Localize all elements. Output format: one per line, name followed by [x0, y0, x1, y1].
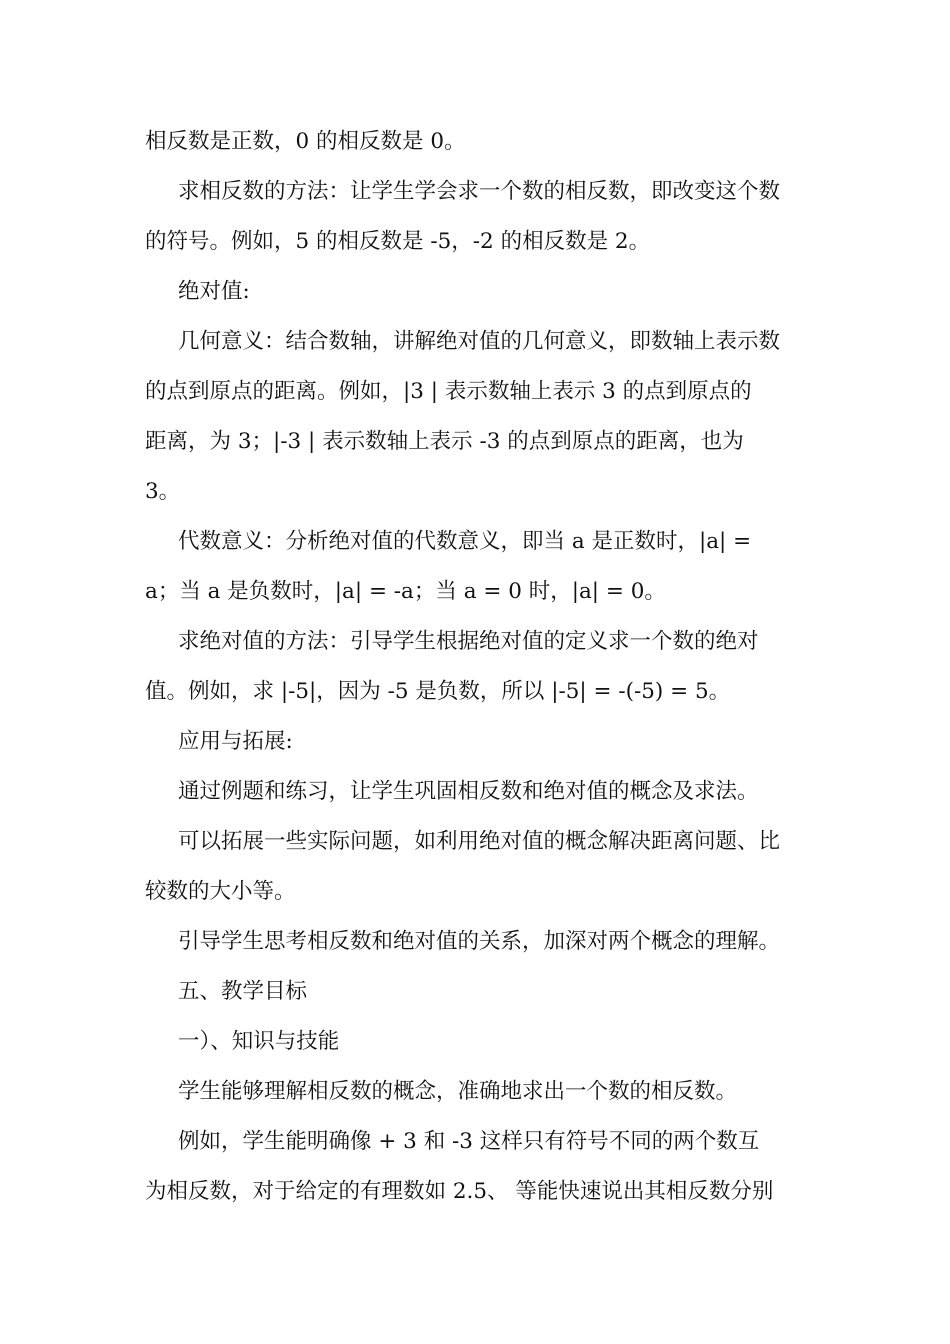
text-line: 求绝对值的方法：引导学生根据绝对值的定义求一个数的绝对 — [178, 629, 759, 654]
text-line: 相反数是正数，0 的相反数是 0。 — [145, 129, 466, 154]
subsection-heading: 一）、知识与技能 — [178, 1029, 340, 1054]
text-line: 可以拓展一些实际问题，如利用绝对值的概念解决距离问题、比 — [178, 829, 781, 854]
text-line: 几何意义：结合数轴，讲解绝对值的几何意义，即数轴上表示数 — [178, 329, 781, 354]
text-line: 引导学生思考相反数和绝对值的关系，加深对两个概念的理解。 — [178, 929, 781, 954]
text-line: 较数的大小等。 — [145, 879, 296, 904]
section-heading: 五、教学目标 — [178, 979, 308, 1004]
text-line: 的点到原点的距离。例如，|3 | 表示数轴上表示 3 的点到原点的 — [145, 379, 752, 404]
text-line: a；当 a 是负数时，|a| = -a；当 a = 0 时，|a| = 0。 — [145, 579, 666, 604]
text-line: 例如，学生能明确像 + 3 和 -3 这样只有符号不同的两个数互 — [178, 1129, 760, 1154]
text-line: 学生能够理解相反数的概念，准确地求出一个数的相反数。 — [178, 1079, 738, 1104]
section-heading: 应用与拓展: — [178, 729, 293, 754]
text-line: 通过例题和练习，让学生巩固相反数和绝对值的概念及求法。 — [178, 779, 759, 804]
text-line: 的符号。例如，5 的相反数是 -5，-2 的相反数是 2。 — [145, 229, 651, 254]
text-line: 值。例如，求 |-5|，因为 -5 是负数，所以 |-5| = -(-5) = 5。 — [145, 679, 731, 704]
text-line: 求相反数的方法：让学生学会求一个数的相反数，即改变这个数 — [178, 179, 781, 204]
text-line: 距离，为 3；|-3 | 表示数轴上表示 -3 的点到原点的距离，也为 — [145, 429, 744, 454]
section-heading: 绝对值: — [178, 279, 250, 304]
text-line: 3。 — [145, 479, 181, 504]
text-line: 为相反数，对于给定的有理数如 2.5、 等能快速说出其相反数分别 — [145, 1179, 774, 1204]
text-line: 代数意义：分析绝对值的代数意义，即当 a 是正数时，|a| = — [178, 529, 752, 554]
